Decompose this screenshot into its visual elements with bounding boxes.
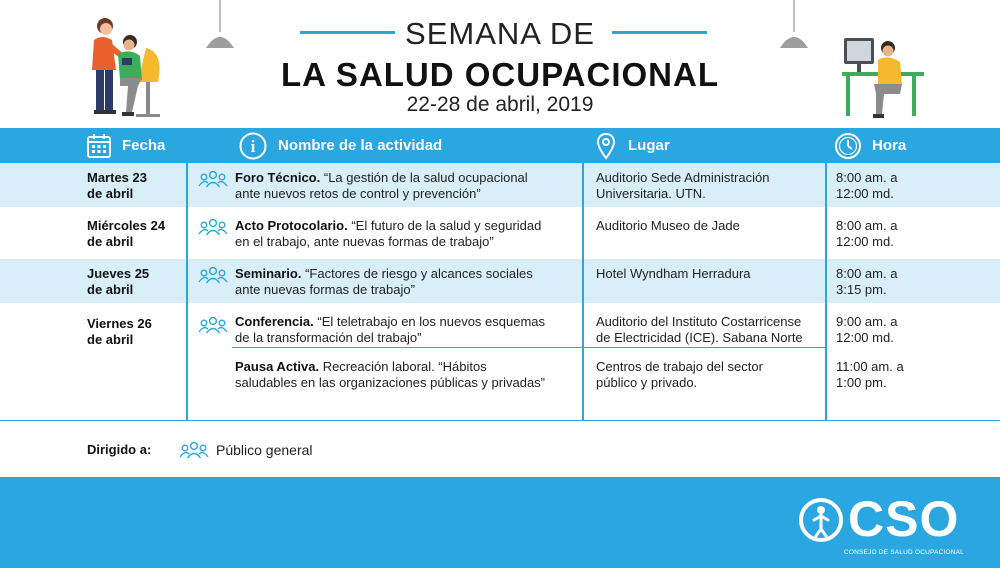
group-icon	[179, 441, 209, 459]
logo-subtitle: CONSEJO DE SALUD OCUPACIONAL	[844, 549, 964, 556]
row-date: Viernes 26 de abril	[87, 316, 152, 347]
row-divider-pausa	[232, 347, 826, 348]
location-pin-icon	[596, 132, 616, 160]
svg-text:i: i	[250, 136, 256, 156]
audience-value: Público general	[216, 442, 313, 458]
event-dates: 22-28 de abril, 2019	[406, 93, 594, 116]
row-date: Martes 23 de abril	[87, 170, 147, 201]
row-date: Miércoles 24 de abril	[87, 218, 166, 249]
table-header	[0, 128, 1000, 163]
audience-label: Dirigido a:	[87, 442, 152, 457]
page-title: LA SALUD OCUPACIONAL	[281, 56, 719, 93]
row-place: Auditorio del Instituto Costarricense de Electricidad (ICE). Sabana Norte	[596, 314, 803, 345]
row-place: Auditorio Museo de Jade	[596, 218, 740, 233]
group-icon	[198, 316, 228, 334]
row-time: 9:00 am. a 12:00 md.	[836, 314, 898, 345]
row-time: 8:00 am. a 12:00 md.	[836, 218, 898, 249]
info-icon	[238, 131, 268, 161]
row-time: 8:00 am. a 12:00 md.	[836, 170, 898, 201]
column-divider-1	[186, 163, 188, 421]
row-place: Centros de trabajo del sector público y privado.	[596, 359, 763, 390]
row-activity: Pausa Activa. Recreación laboral. “Hábitos saludables en las organizaciones públicas y privadas”	[235, 359, 546, 390]
title-line1: SEMANA DE	[405, 16, 595, 51]
clock-icon	[834, 132, 862, 160]
people-illustration-icon	[72, 12, 172, 124]
row-place: Auditorio Sede Administración Universitaria. UTN.	[596, 170, 770, 201]
column-header-lugar: Lugar	[596, 128, 670, 163]
row-place: Hotel Wyndham Herradura	[596, 266, 751, 281]
group-icon	[198, 218, 228, 236]
column-divider-2	[582, 163, 584, 421]
column-header-fecha: Fecha	[86, 128, 165, 163]
logo-name: CSO	[848, 491, 960, 547]
calendar-icon	[86, 133, 112, 159]
row-activity: Foro Técnico. “La gestión de la salud ocupacional ante nuevos retos de control y prevención”	[235, 170, 528, 201]
row-activity: Seminario. “Factores de riesgo y alcances sociales ante nuevas formas de trabajo”	[235, 266, 533, 297]
workstation-illustration-icon	[838, 34, 928, 120]
row-activity: Conferencia. “El teletrabajo en los nuevos esquemas de la transformación del trabajo”	[235, 314, 546, 345]
row-time: 11:00 am. a 1:00 pm.	[836, 359, 904, 390]
row-date: Jueves 25 de abril	[87, 266, 150, 297]
lamp-icon-left	[202, 0, 238, 52]
column-header-actividad: i Nombre de la actividad	[238, 128, 442, 163]
row-activity: Acto Protocolario. “El futuro de la salud y seguridad en el trabajo, ante nuevas formas de trabajo”	[235, 218, 542, 249]
group-icon	[198, 170, 228, 188]
cso-logo-icon	[797, 496, 845, 544]
lamp-icon-right	[776, 0, 812, 52]
column-header-hora: Hora	[834, 128, 906, 163]
group-icon	[198, 266, 228, 284]
row-divider	[0, 420, 1000, 421]
column-divider-3	[825, 163, 827, 421]
row-time: 8:00 am. a 3:15 pm.	[836, 266, 898, 297]
